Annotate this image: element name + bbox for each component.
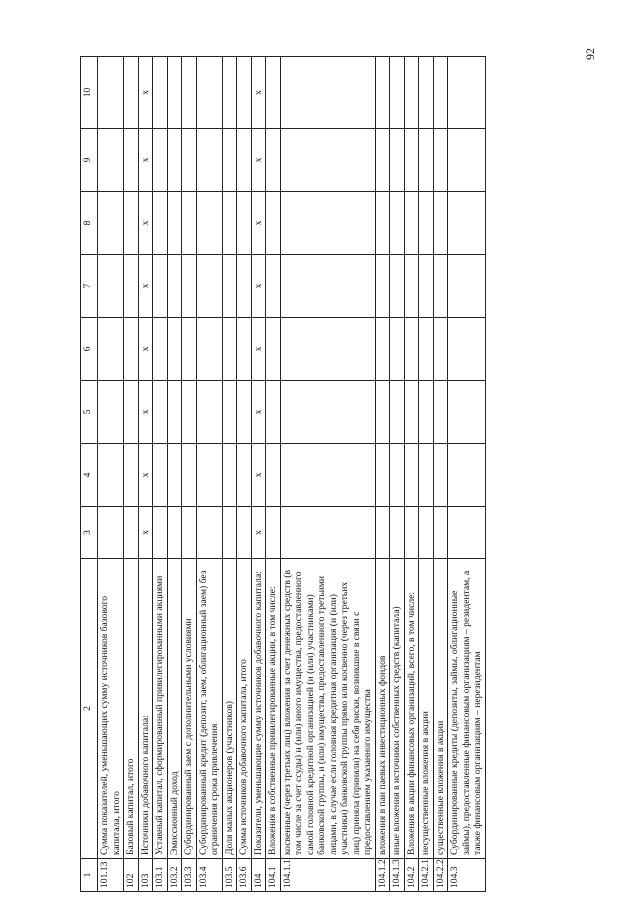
value-cell xyxy=(222,507,237,559)
value-cell xyxy=(182,57,197,129)
row-name: несущественные вложения в акции xyxy=(419,559,434,859)
value-cell: х xyxy=(251,192,266,255)
row-name: Сумма показателей, уменьшающих сумму источников базового капитала, итого xyxy=(98,559,124,859)
value-cell xyxy=(98,507,124,559)
row-name: иные вложения в источники собственных средств (капитала) xyxy=(390,559,405,859)
value-cell xyxy=(375,57,390,129)
value-cell xyxy=(433,444,448,507)
row-name: Субординированные кредиты (депозиты, займы, облигационные займы), предоставленные финансовым организациям – резидентам, а также финансовым организациям – нерезидентам xyxy=(448,559,486,859)
value-cell xyxy=(266,381,281,444)
value-cell: х xyxy=(138,444,153,507)
value-cell xyxy=(375,381,390,444)
col-header: 8 xyxy=(81,192,98,255)
table-row xyxy=(390,57,405,892)
row-name: косвенные (через третьих лиц) вложения за счет денежных средств (в том числе за счет ссуды) и (или) иного имущества, предоставленного самой головной кредитной организацией (и (или) участниками) банковской группы, и (или) имущества, предоставленного третьими лицами, в случае если головная кредитная организация (и (или) участники) банковской группы прямо или косвенно (через третьих лиц) приняла (приняли) на себя риски, возникшие в связи с предоставлением указанного имущества xyxy=(280,559,375,859)
value-cell xyxy=(280,444,375,507)
value-cell xyxy=(237,381,252,444)
value-cell: х xyxy=(251,444,266,507)
value-cell xyxy=(167,57,182,129)
row-name: Субординированный кредит (депозит, заем, облигационный заем) без ограничения срока привлечения xyxy=(196,559,222,859)
value-cell xyxy=(98,57,124,129)
value-cell xyxy=(124,507,139,559)
row-code: 103.3 xyxy=(182,859,197,892)
value-cell xyxy=(280,507,375,559)
value-cell xyxy=(196,57,222,129)
value-cell: х xyxy=(138,192,153,255)
row-code: 104.1 xyxy=(266,859,281,892)
value-cell xyxy=(98,444,124,507)
value-cell xyxy=(266,444,281,507)
value-cell: х xyxy=(138,381,153,444)
value-cell xyxy=(98,129,124,192)
row-code: 101.13 xyxy=(98,859,124,892)
value-cell xyxy=(433,129,448,192)
row-code: 103.4 xyxy=(196,859,222,892)
value-cell xyxy=(419,318,434,381)
value-cell xyxy=(280,381,375,444)
table-row xyxy=(266,57,281,892)
value-cell: х xyxy=(251,129,266,192)
table-row xyxy=(196,57,222,892)
value-cell xyxy=(266,318,281,381)
value-cell xyxy=(222,318,237,381)
value-cell xyxy=(167,381,182,444)
value-cell xyxy=(433,57,448,129)
value-cell xyxy=(419,381,434,444)
row-code: 103 xyxy=(138,859,153,892)
value-cell: х xyxy=(138,255,153,318)
col-header: 6 xyxy=(81,318,98,381)
value-cell xyxy=(390,507,405,559)
col-header: 9 xyxy=(81,129,98,192)
value-cell xyxy=(280,129,375,192)
value-cell xyxy=(375,507,390,559)
value-cell xyxy=(404,318,419,381)
value-cell xyxy=(182,255,197,318)
value-cell xyxy=(404,129,419,192)
value-cell xyxy=(153,129,168,192)
value-cell xyxy=(153,318,168,381)
value-cell xyxy=(222,192,237,255)
table-row xyxy=(375,57,390,892)
table-row xyxy=(153,57,168,892)
value-cell: х xyxy=(251,255,266,318)
value-cell xyxy=(124,381,139,444)
value-cell xyxy=(182,192,197,255)
value-cell xyxy=(153,255,168,318)
row-name: Эмиссионный доход xyxy=(167,559,182,859)
value-cell xyxy=(433,381,448,444)
value-cell xyxy=(266,255,281,318)
value-cell xyxy=(153,444,168,507)
row-name: Субординированный заем с дополнительными условиями xyxy=(182,559,197,859)
value-cell xyxy=(237,255,252,318)
capital-table xyxy=(80,56,486,892)
table-row xyxy=(167,57,182,892)
value-cell xyxy=(280,57,375,129)
value-cell xyxy=(390,381,405,444)
value-cell xyxy=(280,318,375,381)
table-row xyxy=(237,57,252,892)
value-cell xyxy=(419,444,434,507)
table-row xyxy=(404,57,419,892)
value-cell xyxy=(182,507,197,559)
value-cell xyxy=(404,255,419,318)
table-row xyxy=(433,57,448,892)
value-cell xyxy=(404,444,419,507)
value-cell: х xyxy=(251,57,266,129)
row-code: 104.2 xyxy=(404,859,419,892)
value-cell xyxy=(375,129,390,192)
value-cell xyxy=(182,444,197,507)
table-row xyxy=(222,57,237,892)
value-cell xyxy=(390,255,405,318)
value-cell xyxy=(448,255,486,318)
header-row xyxy=(81,57,98,892)
value-cell xyxy=(404,507,419,559)
table-row xyxy=(138,57,153,892)
value-cell xyxy=(124,192,139,255)
value-cell xyxy=(390,318,405,381)
value-cell xyxy=(237,57,252,129)
table-row xyxy=(419,57,434,892)
col-header: 1 xyxy=(81,859,98,892)
row-name: Показатели, уменьшающие сумму источников добавочного капитала: xyxy=(251,559,266,859)
row-code: 104.1.1 xyxy=(280,859,375,892)
value-cell xyxy=(167,507,182,559)
value-cell xyxy=(98,255,124,318)
value-cell: х xyxy=(138,507,153,559)
col-header: 2 xyxy=(81,559,98,859)
table-row xyxy=(251,57,266,892)
value-cell xyxy=(153,507,168,559)
value-cell: х xyxy=(138,318,153,381)
value-cell xyxy=(433,318,448,381)
value-cell xyxy=(222,381,237,444)
value-cell xyxy=(196,507,222,559)
value-cell xyxy=(448,444,486,507)
row-code: 103.6 xyxy=(237,859,252,892)
value-cell xyxy=(196,444,222,507)
value-cell xyxy=(266,192,281,255)
row-name: существенные вложения в акции xyxy=(433,559,448,859)
row-code: 103.1 xyxy=(153,859,168,892)
value-cell xyxy=(153,381,168,444)
row-code: 104.2.1 xyxy=(419,859,434,892)
row-name: Источники добавочного капитала: xyxy=(138,559,153,859)
value-cell xyxy=(448,507,486,559)
table-row xyxy=(124,57,139,892)
value-cell xyxy=(167,444,182,507)
value-cell xyxy=(222,129,237,192)
row-name: Вложения в собственные привилегированные акции, в том числе: xyxy=(266,559,281,859)
row-name: вложения в паи паевых инвестиционных фондов xyxy=(375,559,390,859)
rotated-table-wrapper xyxy=(80,57,564,892)
value-cell xyxy=(237,129,252,192)
value-cell xyxy=(419,57,434,129)
value-cell xyxy=(419,507,434,559)
value-cell xyxy=(375,318,390,381)
value-cell: х xyxy=(138,57,153,129)
table-row xyxy=(182,57,197,892)
value-cell xyxy=(237,444,252,507)
value-cell xyxy=(153,192,168,255)
value-cell xyxy=(280,255,375,318)
value-cell xyxy=(266,507,281,559)
value-cell xyxy=(237,318,252,381)
value-cell: х xyxy=(251,381,266,444)
value-cell xyxy=(237,507,252,559)
value-cell xyxy=(182,381,197,444)
value-cell xyxy=(222,255,237,318)
value-cell xyxy=(182,129,197,192)
value-cell xyxy=(419,192,434,255)
value-cell xyxy=(167,192,182,255)
row-name: Базовый капитал, итого xyxy=(124,559,139,859)
value-cell xyxy=(98,318,124,381)
table-row xyxy=(98,57,124,892)
value-cell xyxy=(124,444,139,507)
value-cell xyxy=(266,129,281,192)
value-cell xyxy=(390,129,405,192)
value-cell xyxy=(222,57,237,129)
value-cell xyxy=(167,318,182,381)
value-cell: х xyxy=(138,129,153,192)
value-cell xyxy=(98,381,124,444)
table-body xyxy=(98,57,486,892)
row-code: 102 xyxy=(124,859,139,892)
row-name: Сумма источников добавочного капитала, итого xyxy=(237,559,252,859)
value-cell xyxy=(448,129,486,192)
value-cell: х xyxy=(251,507,266,559)
value-cell xyxy=(448,192,486,255)
value-cell xyxy=(419,255,434,318)
value-cell xyxy=(390,57,405,129)
value-cell xyxy=(196,192,222,255)
col-header: 7 xyxy=(81,255,98,318)
value-cell xyxy=(266,57,281,129)
col-header: 5 xyxy=(81,381,98,444)
value-cell xyxy=(124,255,139,318)
value-cell xyxy=(167,255,182,318)
value-cell xyxy=(124,57,139,129)
value-cell xyxy=(448,57,486,129)
table-row xyxy=(448,57,486,892)
row-code: 103.2 xyxy=(167,859,182,892)
col-header: 3 xyxy=(81,507,98,559)
value-cell xyxy=(196,318,222,381)
row-code: 104.2.2 xyxy=(433,859,448,892)
value-cell xyxy=(433,255,448,318)
value-cell xyxy=(448,318,486,381)
value-cell xyxy=(196,129,222,192)
row-name: Вложения в акции финансовых организаций, всего, в том числе: xyxy=(404,559,419,859)
value-cell xyxy=(167,129,182,192)
row-code: 104.1.2 xyxy=(375,859,390,892)
value-cell xyxy=(448,381,486,444)
value-cell: х xyxy=(251,318,266,381)
value-cell xyxy=(419,129,434,192)
value-cell xyxy=(404,192,419,255)
value-cell xyxy=(375,444,390,507)
col-header: 4 xyxy=(81,444,98,507)
value-cell xyxy=(196,255,222,318)
value-cell xyxy=(182,318,197,381)
row-code: 104 xyxy=(251,859,266,892)
table-row xyxy=(280,57,375,892)
value-cell xyxy=(433,192,448,255)
row-name: Доля малых акционеров (участников) xyxy=(222,559,237,859)
row-code: 104.3 xyxy=(448,859,486,892)
value-cell xyxy=(124,129,139,192)
value-cell xyxy=(196,381,222,444)
value-cell xyxy=(153,57,168,129)
value-cell xyxy=(237,192,252,255)
page-number: 92 xyxy=(583,48,597,60)
value-cell xyxy=(433,507,448,559)
row-code: 104.1.3 xyxy=(390,859,405,892)
value-cell xyxy=(375,255,390,318)
row-name: Уставный капитал, сформированный привилегированными акциями xyxy=(153,559,168,859)
row-code: 103.5 xyxy=(222,859,237,892)
value-cell xyxy=(124,318,139,381)
value-cell xyxy=(404,381,419,444)
value-cell xyxy=(222,444,237,507)
col-header: 10 xyxy=(81,57,98,129)
value-cell xyxy=(98,192,124,255)
value-cell xyxy=(280,192,375,255)
value-cell xyxy=(404,57,419,129)
value-cell xyxy=(390,192,405,255)
value-cell xyxy=(390,444,405,507)
value-cell xyxy=(375,192,390,255)
